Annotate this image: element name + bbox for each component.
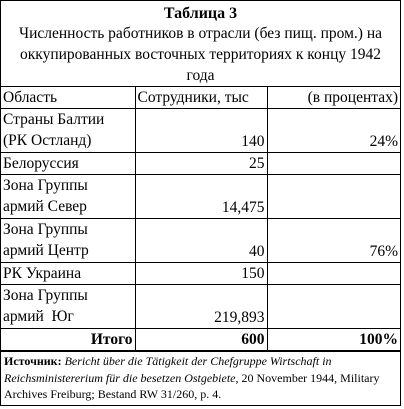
table-title-block	[1, 1, 400, 87]
percent-cell	[267, 153, 400, 175]
employees-cell: 25	[135, 153, 267, 175]
table-row	[1, 219, 400, 263]
percent-cell: 24%	[267, 109, 400, 153]
region-line: (РК Остланд)	[3, 132, 92, 149]
source-label: Источник:	[4, 354, 62, 368]
source-note	[1, 351, 400, 403]
region-cell	[1, 285, 135, 329]
region-line: Зона Группы	[3, 177, 88, 194]
region-cell	[1, 109, 135, 153]
region-line: армий Север	[3, 198, 87, 215]
data-table	[1, 87, 400, 351]
employees-cell: 14,475	[135, 175, 267, 219]
table-row	[1, 153, 400, 175]
region-cell	[1, 219, 135, 263]
region-cell: Белоруссия	[1, 153, 135, 175]
header-employees: Сотрудники, тыс	[135, 87, 267, 109]
total-row	[1, 329, 400, 351]
table-row	[1, 109, 400, 153]
percent-cell: 76%	[267, 219, 400, 263]
table-subtitle: Численность работников в отрасли (без пищ. пром.) на оккупированных восточных территориях к концу 1942 года	[19, 25, 382, 84]
region-line: Страны Балтии	[3, 111, 105, 128]
region-line: Зона Группы	[3, 221, 88, 238]
employees-cell: 219,893	[135, 285, 267, 329]
table-title: Таблица 3	[163, 5, 238, 22]
employees-cell: 150	[135, 263, 267, 285]
header-region: Область	[1, 87, 135, 109]
table-row	[1, 175, 400, 219]
table-row	[1, 285, 400, 329]
source-details: , 20 November 1944, Military Archives Freiburg; Bestand RW 31/260, p. 4.	[4, 370, 380, 401]
percent-cell	[267, 285, 400, 329]
region-line: армий Центр	[3, 242, 89, 259]
region-line: Зона Группы	[3, 287, 88, 304]
region-cell	[1, 175, 135, 219]
source-title: Bericht über die Tätigkeit der Chefgruppe Wirtschaft in Reichsministererium für die besetzen Ostgebiete	[4, 354, 332, 385]
percent-cell	[267, 175, 400, 219]
percent-cell	[267, 263, 400, 285]
employees-cell: 140	[135, 109, 267, 153]
employees-cell: 40	[135, 219, 267, 263]
header-row	[1, 87, 400, 109]
header-percent: (в процентах)	[267, 87, 400, 109]
region-cell: РК Украина	[1, 263, 135, 285]
total-employees: 600	[135, 329, 267, 351]
region-line: армий Юг	[3, 308, 74, 325]
total-label: Итого	[1, 329, 135, 351]
table-row	[1, 263, 400, 285]
total-percent: 100%	[267, 329, 400, 351]
